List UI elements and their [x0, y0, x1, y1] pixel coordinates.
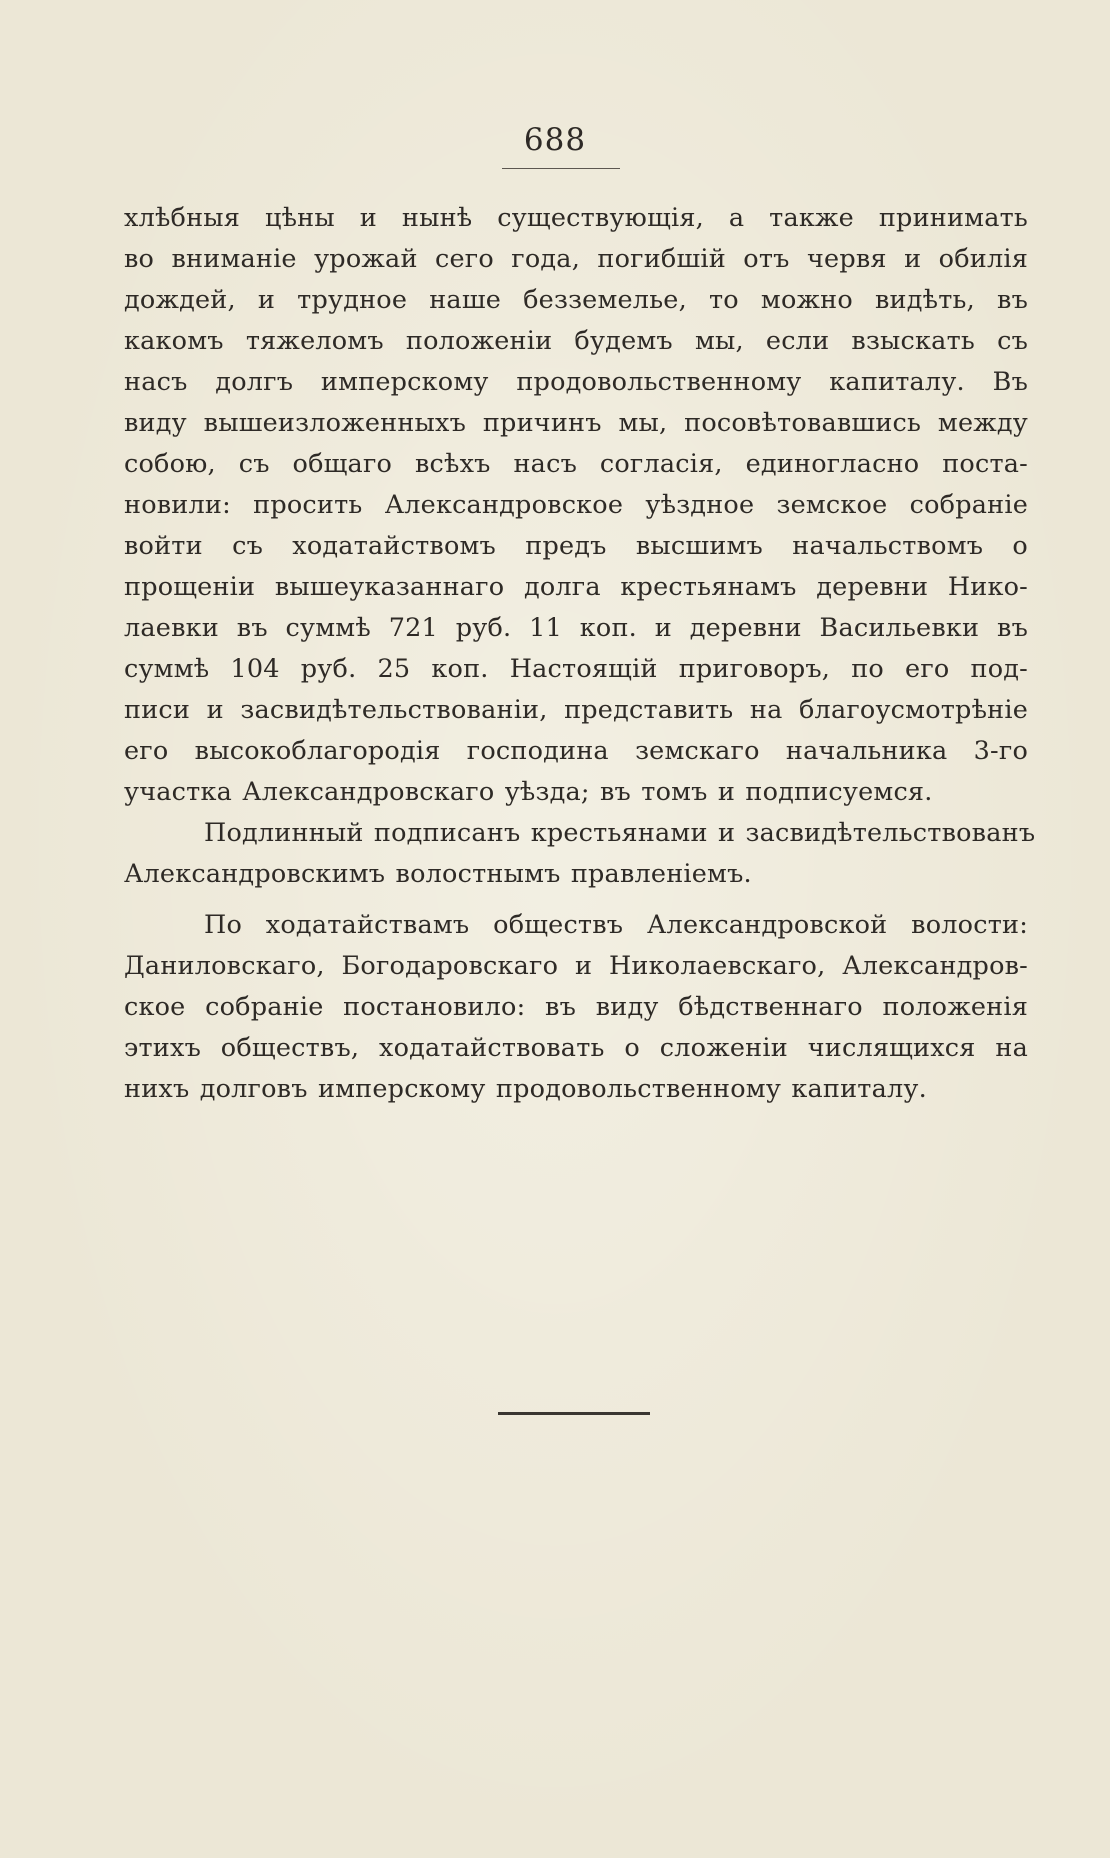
text-line: хлѣбныя цѣны и нынѣ существующія, а также принимать: [124, 203, 1028, 233]
body-text: [124, 198, 1036, 1110]
text-line: какомъ тяжеломъ положеніи будемъ мы, если взыскать съ: [124, 326, 1028, 356]
text-line: насъ долгъ имперскому продовольственному капиталу. Въ: [124, 367, 1028, 397]
text-line: По ходатайствамъ обществъ Александровской волости:: [204, 910, 1028, 940]
paragraph-spacer: [124, 895, 1028, 905]
text-line: дождей, и трудное наше безземелье, то можно видѣть, въ: [124, 285, 1028, 315]
text-line: прощеніи вышеуказаннаго долга крестьянамъ деревни Нико-: [124, 572, 1028, 602]
text-line: во вниманіе урожай сего года, погибшій отъ червя и обилія: [124, 244, 1028, 274]
text-line: новили: просить Александровское уѣздное земское собраніе: [124, 490, 1028, 520]
text-line: ское собраніе постановило: въ виду бѣдственнаго положенія: [124, 992, 1028, 1022]
text-line: виду вышеизложенныхъ причинъ мы, посовѣтовавшись между: [124, 408, 1028, 438]
text-line: лаевки въ суммѣ 721 руб. 11 коп. и деревни Васильевки въ: [124, 613, 1028, 643]
text-line: Александровскимъ волостнымъ правленіемъ.: [124, 859, 752, 889]
text-line: Подлинный подписанъ крестьянами и засвидѣтельствованъ: [204, 818, 1036, 848]
page-number: 688: [523, 122, 587, 158]
text-line: нихъ долговъ имперскому продовольственному капиталу.: [124, 1074, 927, 1104]
text-line: войти съ ходатайствомъ предъ высшимъ начальствомъ о: [124, 531, 1028, 561]
text-line: этихъ обществъ, ходатайствовать о сложеніи числящихся на: [124, 1033, 1028, 1063]
section-end-rule: [498, 1412, 650, 1415]
text-line: Даниловскаго, Богодаровскаго и Николаевскаго, Александров-: [124, 951, 1028, 981]
page-number-underline: [502, 168, 620, 169]
text-line: суммѣ 104 руб. 25 коп. Настоящій приговоръ, по его под-: [124, 654, 1028, 684]
text-line: участка Александровскаго уѣзда; въ томъ и подписуемся.: [124, 777, 933, 807]
text-line: его высокоблагородія господина земскаго начальника 3-го: [124, 736, 1028, 766]
text-line: писи и засвидѣтельствованіи, представить на благоусмотрѣніе: [124, 695, 1028, 725]
text-line: собою, съ общаго всѣхъ насъ согласія, единогласно поста-: [124, 449, 1028, 479]
